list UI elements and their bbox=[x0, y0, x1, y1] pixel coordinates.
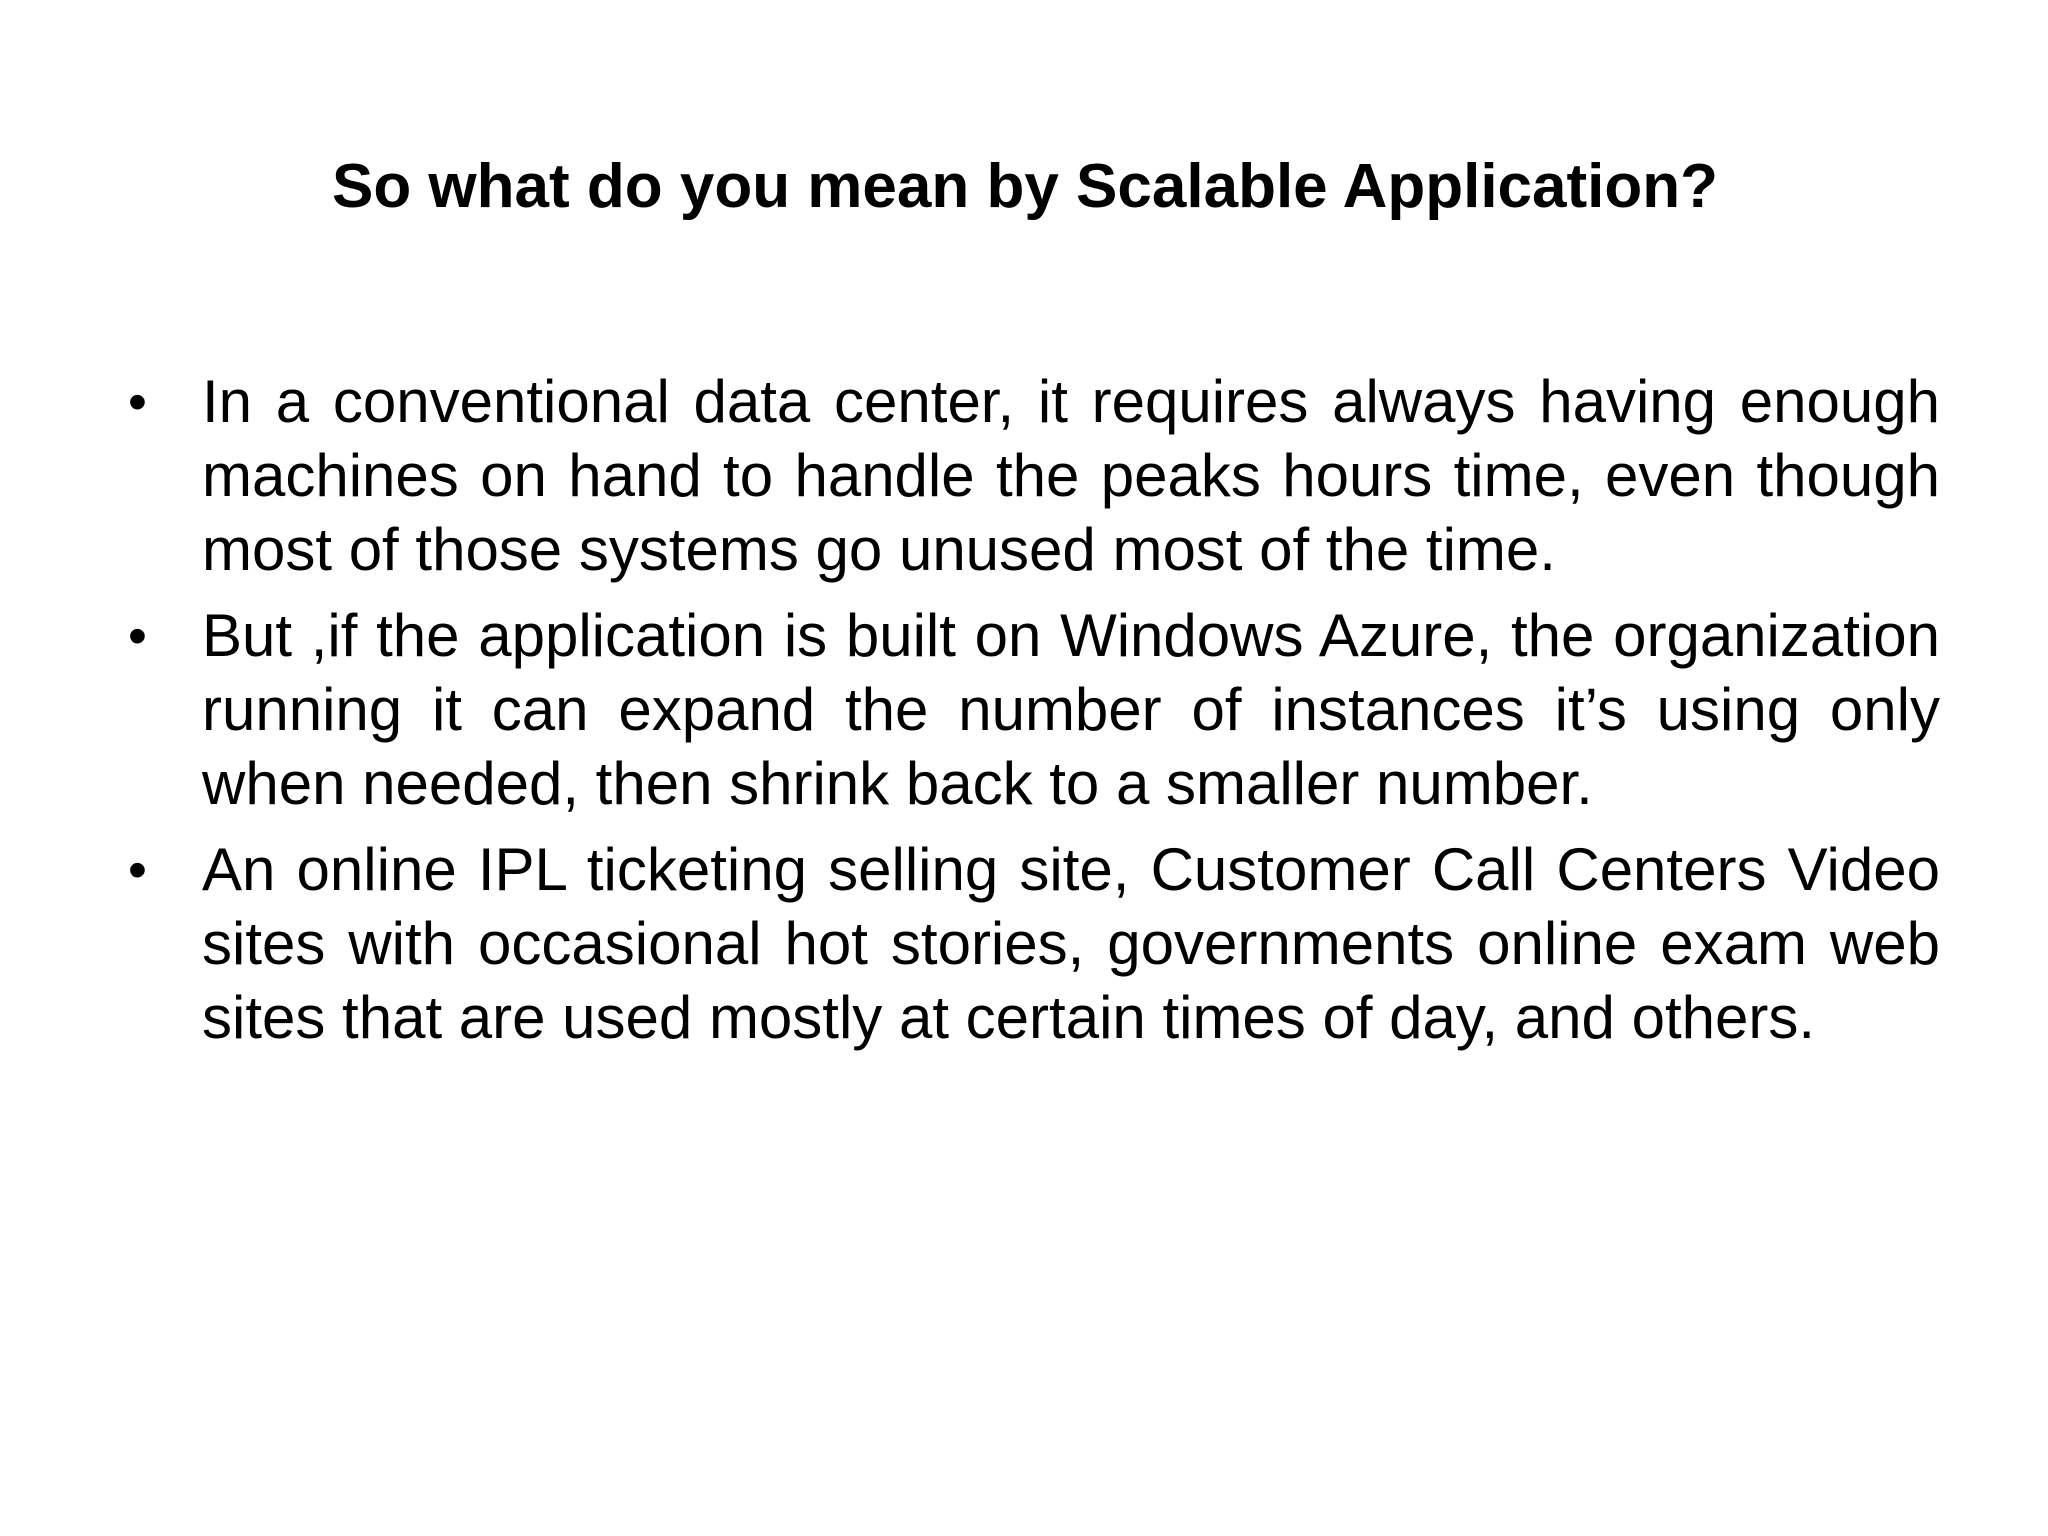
bullet-item bbox=[120, 833, 1940, 1055]
bullet-item bbox=[120, 599, 1940, 821]
bullet-item bbox=[120, 365, 1940, 587]
bullet-list bbox=[120, 365, 1940, 1067]
bullet-icon: • bbox=[128, 606, 147, 666]
bullet-icon: • bbox=[128, 840, 147, 900]
bullet-text: But ,if the application is built on Windows Azure, the organization running it can expand the number of instances it’s using only when needed, then shrink back to a smaller number. bbox=[202, 602, 1940, 817]
slide-title: So what do you mean by Scalable Application? bbox=[331, 152, 1719, 221]
bullet-text: In a conventional data center, it requires always having enough machines on hand to handle the peaks hours time, even though most of those systems go unused most of the time. bbox=[202, 368, 1940, 583]
bullet-icon: • bbox=[128, 372, 147, 432]
bullet-text: An online IPL ticketing selling site, Customer Call Centers Video sites with occasional hot stories, governments online exam web sites that are used mostly at certain times of day, and others. bbox=[202, 836, 1940, 1051]
